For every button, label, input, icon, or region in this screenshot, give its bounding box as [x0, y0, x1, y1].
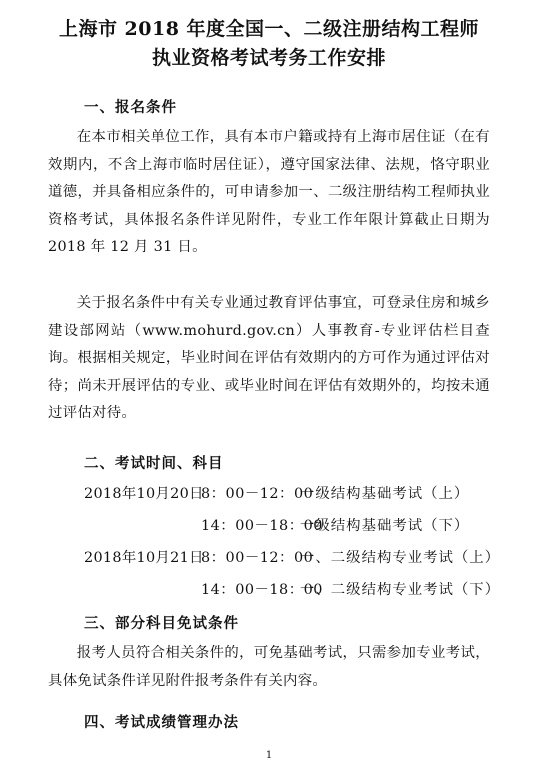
registration-paragraph-2: 关于报名条件中有关专业通过教育评估事宜，可登录住房和城乡建设部网站（www.mohurd.gov.cn）人事教育-专业评估栏目查询。根据相关规定，毕业时间在评估有效期内的方可作为通过评估对待；尚未开展评估的专业、或毕业时间在评估有效期外的，均按未通过评估对待。 — [48, 295, 490, 422]
schedule-date: 2018年10月21日 — [84, 550, 204, 566]
exemption-paragraph: 报考人员符合相关条件的，可免基础考试，只需参加专业考试，具体免试条件详见附件报考条件有关内容。 — [48, 645, 490, 689]
document-title-line-2: 执业资格考试考务工作安排 — [151, 47, 386, 69]
page-number: 1 — [265, 750, 273, 761]
schedule-time: 8：00－12：00 — [201, 486, 314, 502]
registration-paragraph-1: 在本市相关单位工作，具有本市户籍或持有上海市居住证（在有效期内，不含上海市临时居住证），遵守国家法律、法规，恪守职业道德，并具备相应条件的，可申请参加一、二级注册结构工程师执业资格考试，具体报名条件详见附件，专业工作年限计算截止日期为 2018 年 12 月 31 日。 — [48, 129, 490, 256]
schedule-subject: 一级结构基础考试（上） — [300, 486, 470, 502]
schedule-time: 14：00－18：00 — [201, 582, 323, 598]
schedule-time: 14：00－18：00 — [201, 518, 323, 534]
schedule-row — [0, 514, 538, 536]
schedule-row — [0, 546, 538, 568]
schedule-row — [0, 482, 538, 504]
section-heading-exemption: 三、部分科目免试条件 — [84, 615, 239, 632]
schedule-time: 8：00－12：00 — [201, 550, 314, 566]
schedule-subject: 一级结构基础考试（下） — [300, 518, 470, 534]
schedule-subject: 一、二级结构专业考试（上） — [300, 550, 501, 566]
section-heading-score-management: 四、考试成绩管理办法 — [84, 714, 239, 731]
schedule-subject: 一、二级结构专业考试（下） — [300, 582, 501, 598]
section-heading-registration: 一、报名条件 — [84, 99, 177, 116]
schedule-date: 2018年10月20日 — [84, 486, 204, 502]
document-title-line-1: 上海市 2018 年度全国一、二级注册结构工程师 — [58, 18, 480, 40]
section-heading-schedule: 二、考试时间、科目 — [84, 455, 224, 472]
schedule-row — [0, 578, 538, 600]
